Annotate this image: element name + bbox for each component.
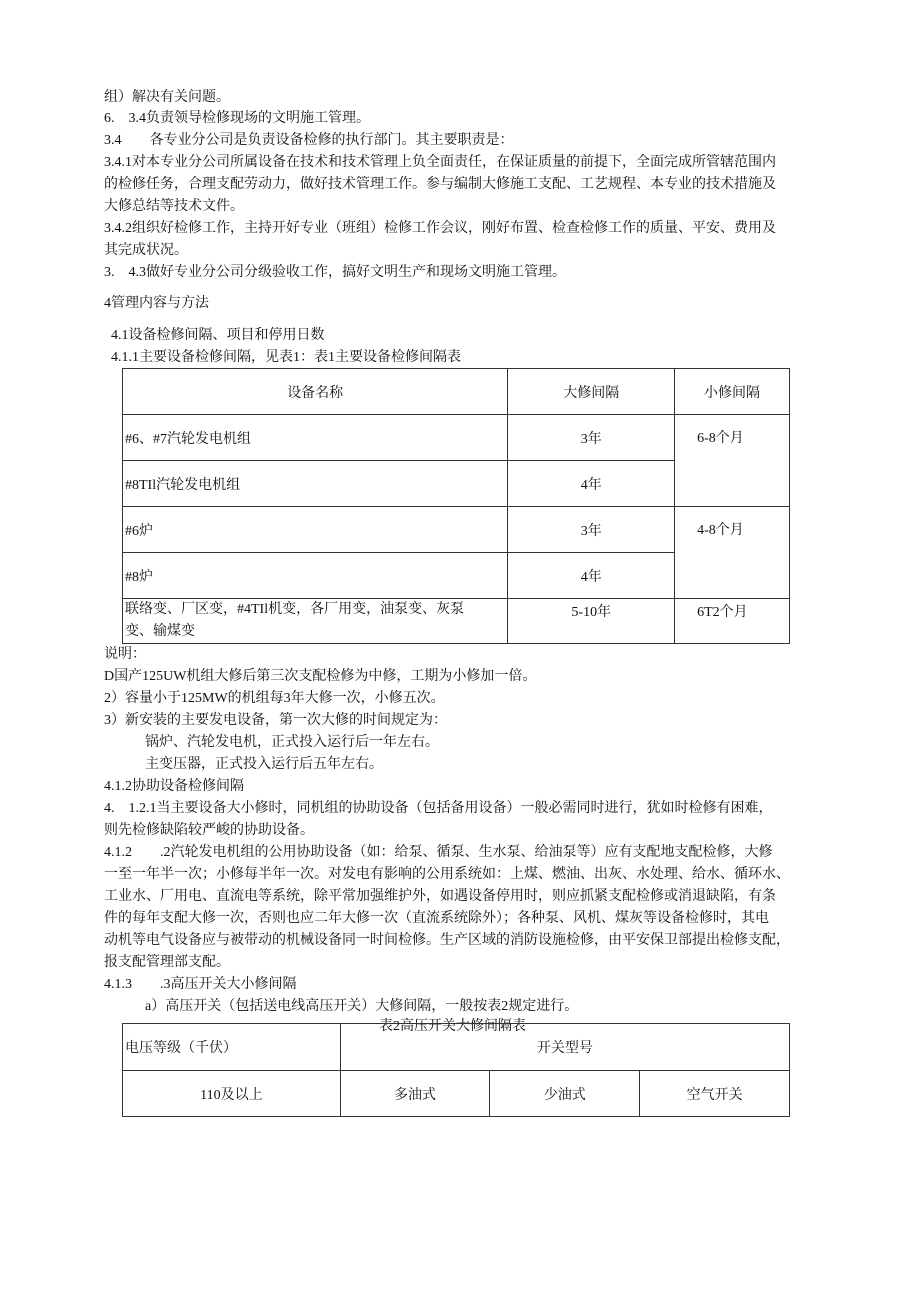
text-line: 一至一年半一次；小修每半年一次。对发电有影响的公用系统如：上煤、燃油、出灰、水处理、给水、循环水、 [104, 867, 790, 882]
header-cell: 设备名称 [123, 369, 508, 415]
text-line: a）高压开关（包括送电线高压开关）大修间隔，一般按表2规定进行。 [145, 999, 579, 1014]
header-cell: 电压等级（千伏） [123, 1024, 341, 1071]
cell: 多油式 [340, 1071, 490, 1117]
text-line: 工业水、厂用电、直流电等系统，除平常加强维护外，如遇设备停用时，则应抓紧支配检修或消退缺陷，有条 [104, 889, 776, 904]
table-caption: 表2高压开关大修间隔表 [379, 1019, 526, 1034]
text-line: 的检修任务，合理支配劳动力，做好技术管理工作。参与编制大修施工支配、工艺规程、本专业的技术措施及 [104, 177, 776, 192]
section-heading: 4.1设备检修间隔、项目和停用日数 [111, 328, 325, 343]
table-row [123, 599, 790, 644]
table-row [123, 507, 790, 553]
cell: #8炉 [123, 553, 508, 599]
section-heading: 4管理内容与方法 [104, 296, 209, 311]
cell: 110及以上 [123, 1071, 341, 1117]
text-line: 动机等电气设备应与被带动的机械设备同一时间检修。生产区域的消防设施检修，由平安保卫部提出检修支配， [104, 933, 790, 948]
text-line: 组）解决有关问题。 [104, 90, 230, 105]
cell: 4-8个月 [675, 507, 790, 599]
header-cell: 大修间隔 [508, 369, 675, 415]
equipment-interval-table [122, 368, 790, 644]
text-line: 3.4.1对本专业分公司所属设备在技术和技术管理上负全面责任，在保证质量的前提下，全面完成所管辖范围内 [104, 155, 776, 170]
text-line: D国产125UW机组大修后第三次支配检修为中修，工期为小修加一倍。 [104, 669, 537, 684]
text-line: 3）新安装的主要发电设备，第一次大修的时间规定为： [104, 713, 447, 728]
cell: 3年 [508, 415, 675, 461]
text-line: 4.1.2协助设备检修间隔 [104, 779, 244, 794]
text-line: 则先检修缺陷较严峻的协助设备。 [104, 823, 314, 838]
cell: #6、#7汽轮发电机组 [123, 415, 508, 461]
cell: #8TIl汽轮发电机组 [123, 461, 508, 507]
text-line: 大修总结等技术文件。 [104, 199, 244, 214]
cell: 3年 [508, 507, 675, 553]
table-header-row [123, 1024, 790, 1071]
text-line: 4. 1.2.1当主要设备大小修时，同机组的协助设备（包括备用设备）一般必需同时进行，犹如时检修有困难， [104, 801, 773, 816]
cell: 5-10年 [508, 599, 675, 644]
text-line: 6. 3.4负责领导检修现场的文明施工管理。 [104, 111, 370, 126]
cell: #6炉 [123, 507, 508, 553]
header-cell: 小修间隔 [675, 369, 790, 415]
text-line: 其完成状况。 [104, 243, 188, 258]
table-header-row [123, 369, 790, 415]
text-line: 主变压器，正式投入运行后五年左右。 [145, 757, 383, 772]
text-line: 锅炉、汽轮发电机，正式投入运行后一年左右。 [145, 735, 439, 750]
text-line: 2）容量小于125MW的机组每3年大修一次，小修五次。 [104, 691, 445, 706]
text-line: 说明： [104, 647, 146, 662]
header-cell: 开关型号 [340, 1024, 789, 1071]
switch-interval-table [122, 1023, 790, 1117]
text-line: 报支配管理部支配。 [104, 955, 230, 970]
text-line: 4.1.3 .3高压开关大小修间隔 [104, 977, 297, 992]
cell: 6-8个月 [675, 415, 790, 507]
cell: 空气开关 [640, 1071, 790, 1117]
text-line: 件的每年支配大修一次，否则也应二年大修一次（直流系统除外）；各种泵、风机、煤灰等设备检修时，其电 [104, 911, 769, 926]
cell: 4年 [508, 461, 675, 507]
text-line: 4.1.2 .2汽轮发电机组的公用协助设备（如：给泵、循泵、生水泵、给油泵等）应有支配地支配检修，大修 [104, 845, 773, 860]
cell: 联络变、厂区变，#4TIl机变，各厂用变，油泵变、灰泵变、输煤变 [123, 599, 508, 644]
table-row [123, 415, 790, 461]
cell: 少油式 [490, 1071, 640, 1117]
text-line: 3.4.2组织好检修工作，主持开好专业（班组）检修工作会议，刚好布置、检查检修工作的质量、平安、费用及 [104, 221, 776, 236]
text-line: 3. 4.3做好专业分公司分级验收工作，搞好文明生产和现场文明施工管理。 [104, 265, 566, 280]
text-line: 3.4 各专业分公司是负责设备检修的执行部门。其主要职责是： [104, 133, 514, 148]
table-row [123, 1071, 790, 1117]
table-caption: 4.1.1主要设备检修间隔，见表1：表1主要设备检修间隔表 [111, 350, 461, 365]
cell: 4年 [508, 553, 675, 599]
cell: 6T2个月 [675, 599, 790, 644]
